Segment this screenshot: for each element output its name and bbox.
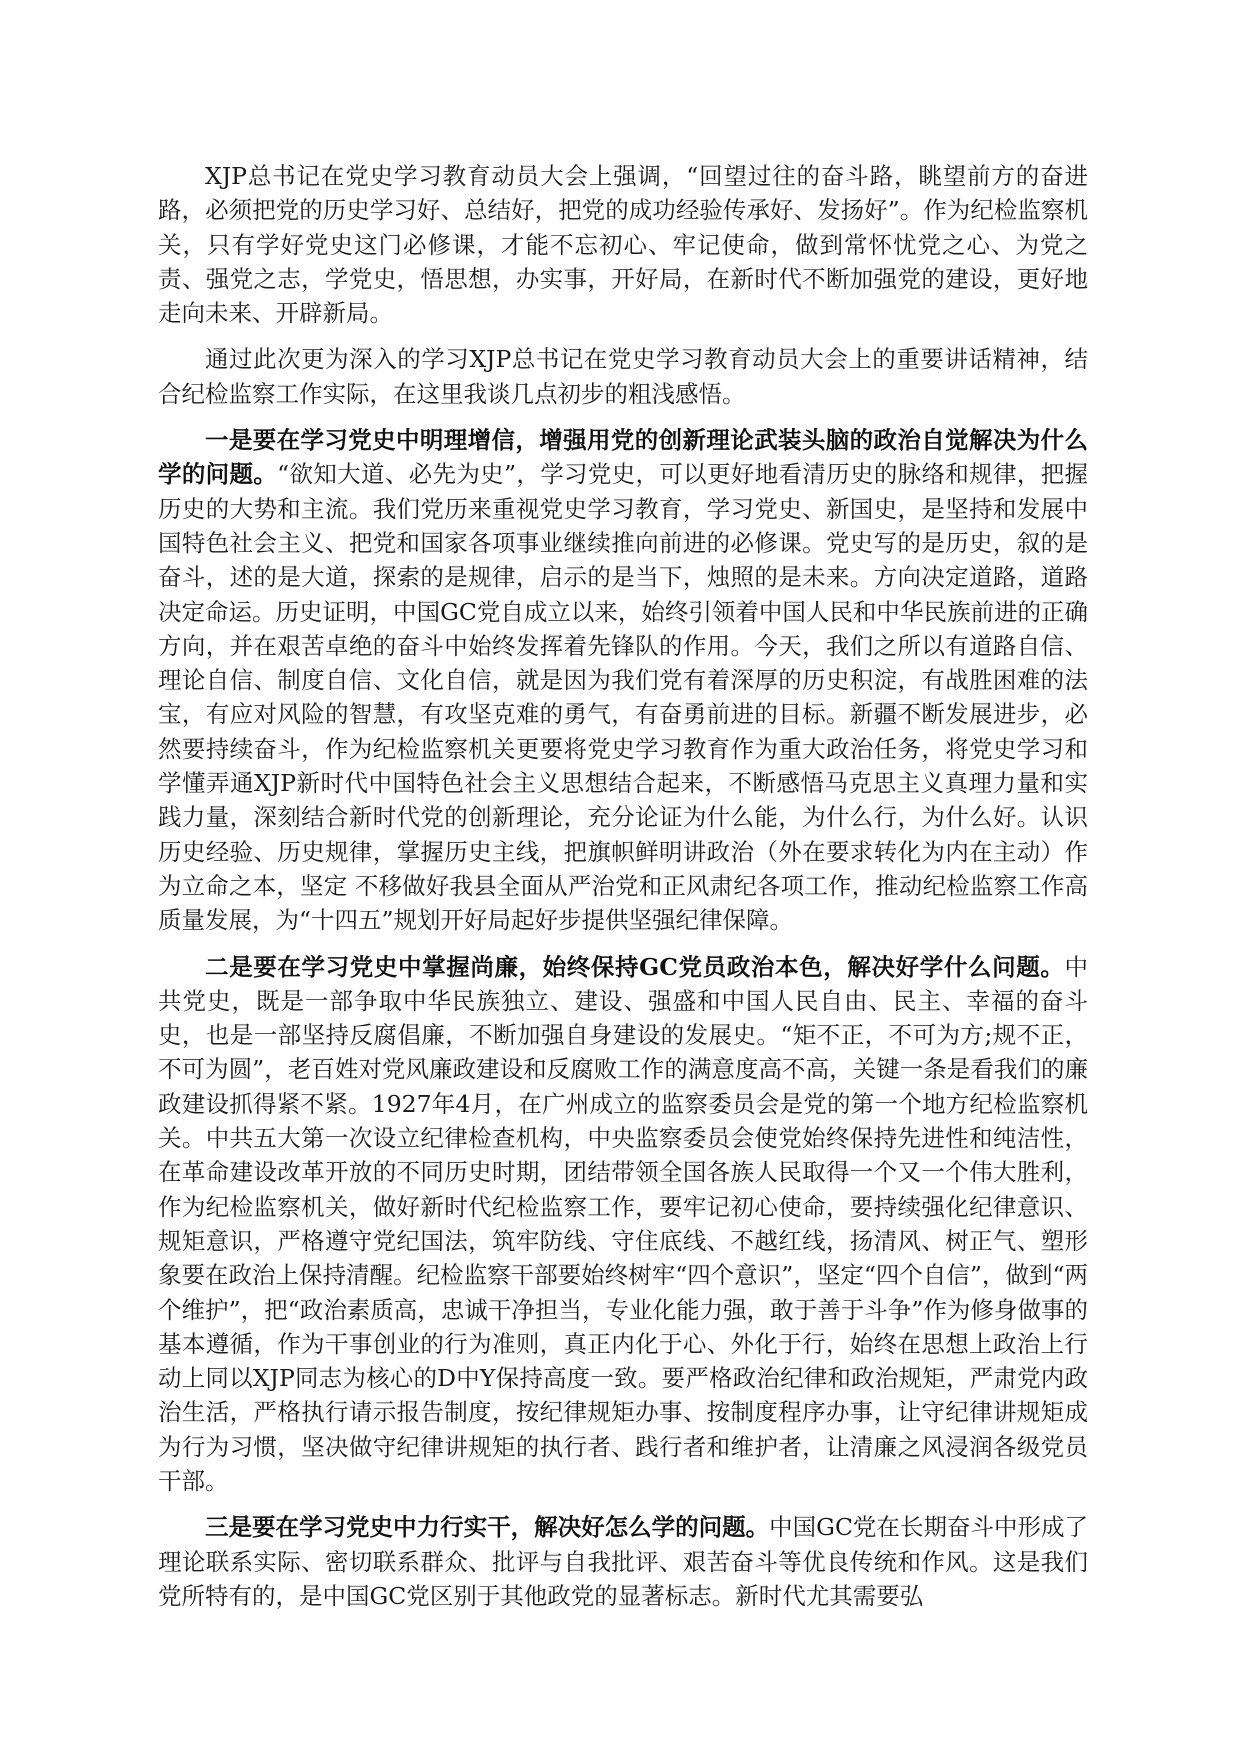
paragraph-text: 通过此次更为深入的学习XJP总书记在党史学习教育动员大会上的重要讲话精神，结合纪检监察工作实际，在这里我谈几点初步的粗浅感悟。 bbox=[158, 345, 1088, 408]
paragraph-lead-heading: 一是要在学习党史中明理增信，增强用党的创新理论武装头脑的政治自觉解决为什么学的问题。 bbox=[158, 426, 1088, 489]
paragraph-lead-heading: 二是要在学习党史中掌握尚廉，始终保持GC党员政治本色，解决好学什么问题。 bbox=[205, 952, 1065, 981]
paragraph-text: 中共党史，既是一部争取中华民族独立、建设、强盛和中国人民自由、民主、幸福的奋斗史，也是一部坚持反腐倡廉，不断加强自身建设的发展史。“矩不正，不可为方;规不正，不可为圆”，老百姓对党风廉政建设和反腐败工作的满意度高不高，关键一条是看我们的廉政建设抓得紧不紧。1927年4月，在广州成立的监察委员会是党的第一个地方纪检监察机关。中共五大第一次设立纪律检查机构，中央监察委员会使党始终保持先进性和纯洁性，在革命建设改革开放的不同历史时期，团结带领全国各族人民取得一个又一个伟大胜利，作为纪检监察机关，做好新时代纪检监察工作，要牢记初心使命，要持续强化纪律意识、规矩意识，严格遵守党纪国法，筑牢防线、守住底线、不越红线，扬清风、树正气、塑形象要在政治上保持清醒。纪检监察干部要始终树牢“四个意识”，坚定“四个自信”，做到“两个维护”，把“政治素质高，忠诚干净担当，专业化能力强，敢于善于斗争”作为修身做事的基本遵循，作为干事创业的行为准则，真正内化于心、外化于行，始终在思想上政治上行动上同以XJP同志为核心的D中Y保持高度一致。要严格政治纪律和政治规矩，严肃党内政治生活，严格执行请示报告制度，按纪律规矩办事、按制度程序办事，让守纪律讲规矩成为行为习惯，坚决做守纪律讲规矩的执行者、践行者和维护者，让清廉之风浸润各级党员干部。 bbox=[158, 952, 1088, 1495]
paragraph-point-three bbox=[158, 1510, 1088, 1613]
paragraph-intro bbox=[158, 159, 1088, 330]
paragraph-transition bbox=[158, 342, 1088, 411]
paragraph-text: XJP总书记在党史学习教育动员大会上强调，“回望过往的奋斗路，眺望前方的奋进路，必须把党的历史学习好、总结好，把党的成功经验传承好、发扬好”。作为纪检监察机关，只有学好党史这门必修课，才能不忘初心、牢记使命，做到常怀忧党之心、为党之责、强党之志，学党史，悟思想，办实事，开好局，在新时代不断加强党的建设，更好地走向未来、开辟新局。 bbox=[158, 162, 1088, 328]
paragraph-point-two bbox=[158, 950, 1088, 1499]
document-body bbox=[158, 159, 1088, 1625]
paragraph-text: 中国GC党在长期奋斗中形成了理论联系实际、密切联系群众、批评与自我批评、艰苦奋斗等优良传统和作风。这是我们党所特有的，是中国GC党区别于其他政党的显著标志。新时代尤其需要弘 bbox=[158, 1513, 1088, 1610]
paragraph-text: “欲知大道、必先为史”，学习党史，可以更好地看清历史的脉络和规律，把握历史的大势和主流。我们党历来重视党史学习教育，学习党史、新国史，是坚持和发展中国特色社会主义、把党和国家各项事业继续推向前进的必修课。党史写的是历史，叙的是奋斗，述的是大道，探索的是规律，启示的是当下，烛照的是未来。方向决定道路，道路决定命运。历史证明，中国GC党自成立以来，始终引领着中国人民和中华民族前进的正确方向，并在艰苦卓绝的奋斗中始终发挥着先锋队的作用。今天，我们之所以有道路自信、理论自信、制度自信、文化自信，就是因为我们党有着深厚的历史积淀，有战胜困难的法宝，有应对风险的智慧，有攻坚克难的勇气，有奋勇前进的目标。新疆不断发展进步，必然要持续奋斗，作为纪检监察机关更要将党史学习教育作为重大政治任务，将党史学习和学懂弄通XJP新时代中国特色社会主义思想结合起来，不断感悟马克思主义真理力量和实践力量，深刻结合新时代党的创新理论，充分论证为什么能，为什么行，为什么好。认识历史经验、历史规律，掌握历史主线，把旗帜鲜明讲政治（外在要求转化为内在主动）作为立命之本，坚定 不移做好我县全面从严治党和正风肃纪各项工作，推动纪检监察工作高质量发展，为“十四五”规划开好局起好步提供坚强纪律保障。 bbox=[158, 460, 1089, 935]
paragraph-point-one bbox=[158, 423, 1088, 937]
paragraph-lead-heading: 三是要在学习党史中力行实干，解决好怎么学的问题。 bbox=[205, 1513, 770, 1542]
